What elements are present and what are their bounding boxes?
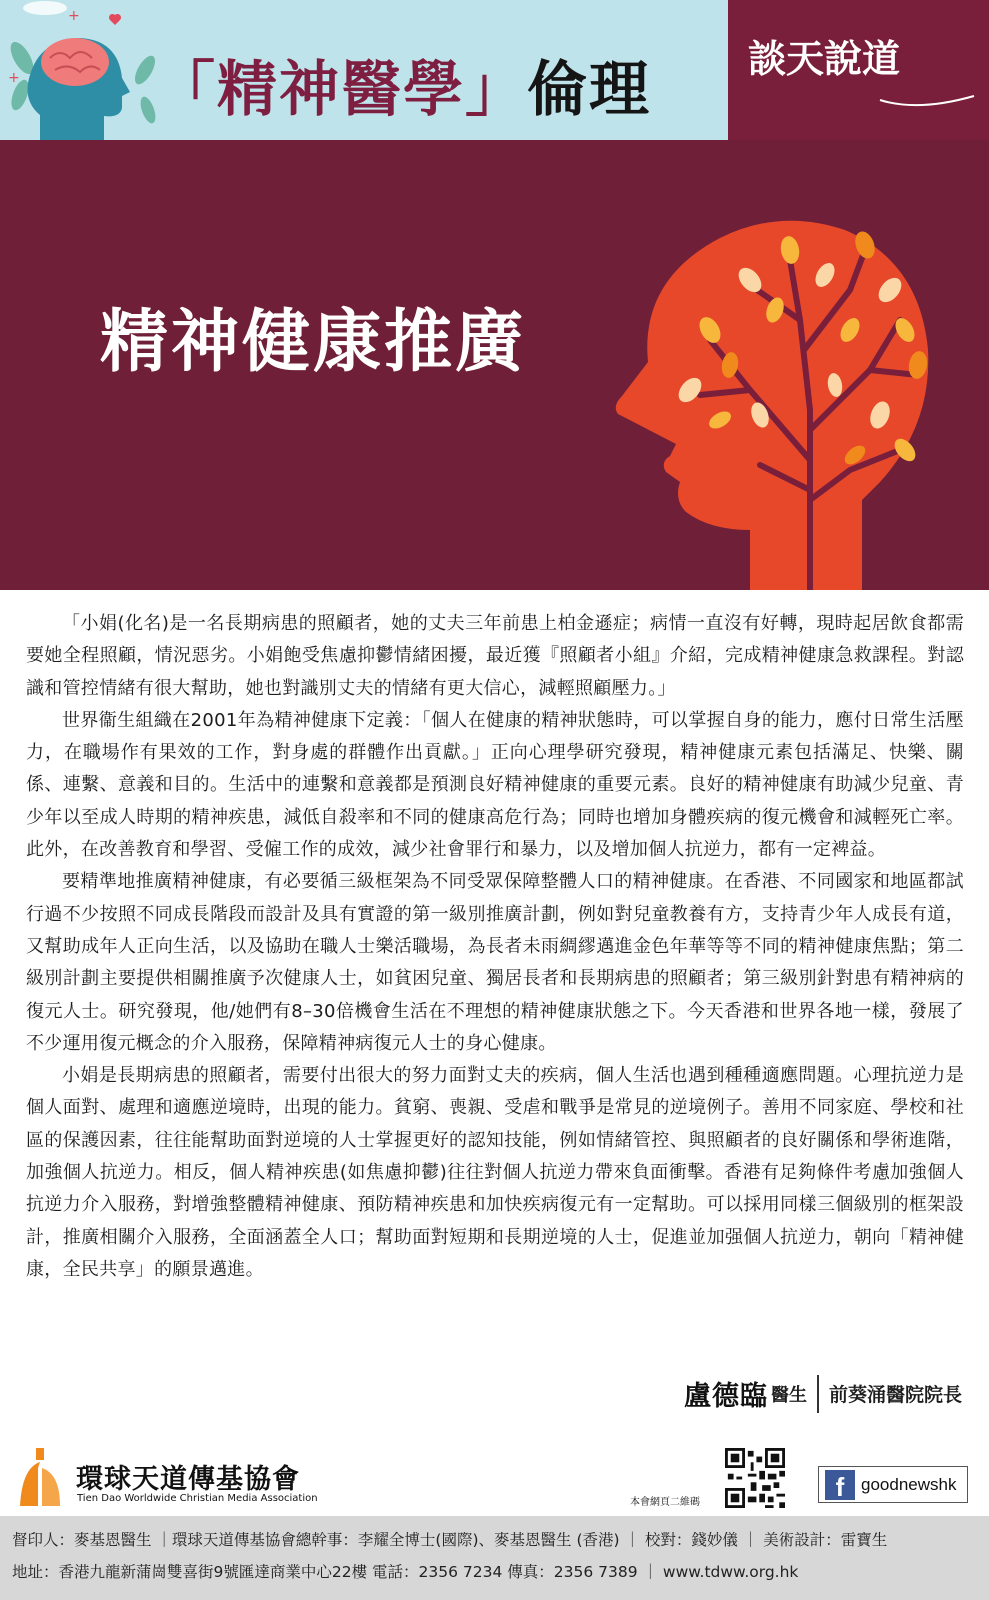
- article-headline: 精神健康推廣: [100, 303, 527, 382]
- series-title-suffix: 倫理: [527, 55, 651, 125]
- social-handle: goodnewshk: [861, 1474, 957, 1494]
- hero-banner: [0, 140, 989, 590]
- credits-bar: [0, 1516, 989, 1600]
- series-banner: [0, 0, 728, 140]
- article-paragraph: 要精準地推廣精神健康，有必要循三級框架為不同受眾保障整體人口的精神健康。在香港、不同國家和地區都試行過不少按照不同成長階段而設計及具有實證的第一級別推廣計劃，例如對兒童教養有方，支持青少年人成長有道，又幫助成年人正向生活，以及協助在職人士樂活職場，為長者未雨綢繆邁進金色年華等等不同的精神健康焦點；第二級別計劃主要提供相關推廣予次健康人士，如貧困兒童、獨居長者和長期病患的照顧者；第三級別針對患有精神病的復元人士。研究發現，他/她們有8–30倍機會生活在不理想的精神健康狀態之下。今天香港和世界各地一樣，發展了不少運用復元概念的介入服務，保障精神病復元人士的身心健康。: [26, 871, 964, 1054]
- column-logo-panel: [728, 0, 989, 140]
- author-name: 盧德臨: [683, 1381, 768, 1412]
- article-paragraph: 小娟是長期病患的照顧者，需要付出很大的努力面對丈夫的疾病，個人生活也遇到種種適應問題。心理抗逆力是個人面對、處理和適應逆境時，出現的能力。貧窮、喪親、受虐和戰爭是常見的逆境例子。善用不同家庭、學校和社區的保護因素，往往能幫助面對逆境的人士掌握更好的認知技能，例如情緒管控、與照顧者的良好關係和學術進階，加強個人抗逆力。相反，個人精神疾患(如焦慮抑鬱)往往對個人抗逆力帶來負面衝擊。香港有足夠條件考慮加強個人抗逆力介入服務，對增強整體精神健康、預防精神疾患和加快疾病復元有一定幫助。可以採用同樣三個級別的框架設計，推廣相關介入服務，全面涵蓋全人口；幫助面對短期和長期逆境的人士，促進並加强個人抗逆力，朝向「精神健康，全民共享」的願景邁進。: [26, 1065, 964, 1280]
- qr-code-icon[interactable]: [725, 1448, 785, 1508]
- head-brain-icon: [0, 0, 160, 140]
- credits-line-staff: 督印人：麥基恩醫生 ｜環球天道傳基協會總幹事：李耀全博士(國際)、麥基恩醫生 (香港) ｜ 校對：錢妙儀 ｜ 美術設計：雷寶生: [12, 1531, 888, 1549]
- open-bracket: 「: [155, 55, 217, 125]
- article-paragraph: 世界衞生組織在2001年為精神健康下定義：「個人在健康的精神狀態時，可以掌握自身的能力，應付日常生活壓力，在職場作有果效的工作，對身處的群體作出貢獻。」正向心理學研究發現，精神健康元素包括滿足、快樂、關係、連繫、意義和目的。生活中的連繫和意義都是預測良好精神健康的重要元素。良好的精神健康有助減少兒童、青少年以至成人時期的精神疾患，減低自殺率和不同的健康高危行為；同時也增加身體疾病的復元機會和減輕死亡率。此外，在改善教育和學習、受僱工作的成效，減少社會罪行和暴力，以及增加個人抗逆力，都有一定裨益。: [26, 709, 964, 861]
- column-logo: 談天說道: [748, 36, 901, 81]
- series-title: [155, 42, 651, 128]
- head-with-tree-icon: [600, 200, 960, 590]
- org-logo-icon: [14, 1448, 66, 1506]
- author-divider: [817, 1375, 819, 1413]
- org-name-zh: 環球天道傳基協會: [76, 1464, 300, 1495]
- qr-label: 本會網頁二維碼: [630, 1497, 700, 1508]
- credits-line-contact: 地址：香港九龍新蒲崗雙喜街9號匯達商業中心22樓 電話：2356 7234 傳真：2356 7389 ｜ www.tdww.org.hk: [12, 1563, 799, 1581]
- facebook-icon: f: [825, 1470, 855, 1500]
- author-suffix: 醫生: [770, 1384, 807, 1406]
- series-title-main: 精神醫學: [217, 55, 465, 125]
- article-paragraph: 「小娟(化名)是一名長期病患的照顧者，她的丈夫三年前患上柏金遜症；病情一直沒有好轉，現時起居飲食都需要她全程照顧，情況惡劣。小娟飽受焦慮抑鬱情緒困擾，最近獲『照顧者小組』介紹，完成精神健康急救課程。對認識和管控情緒有很大幫助，她也對識別丈夫的情緒有更大信心，減輕照顧壓力。」: [26, 613, 964, 699]
- org-name-en: Tien Dao Worldwide Christian Media Association: [77, 1493, 318, 1504]
- article-body: [26, 608, 964, 1286]
- author-title: 前葵涌醫院院長: [828, 1384, 962, 1406]
- facebook-link[interactable]: [818, 1466, 968, 1503]
- close-bracket: 」: [465, 55, 527, 125]
- author-byline: [684, 1374, 962, 1413]
- svg-text:+: +: [68, 8, 80, 24]
- svg-text:+: +: [8, 70, 20, 86]
- logo-swoosh-icon: [878, 90, 978, 110]
